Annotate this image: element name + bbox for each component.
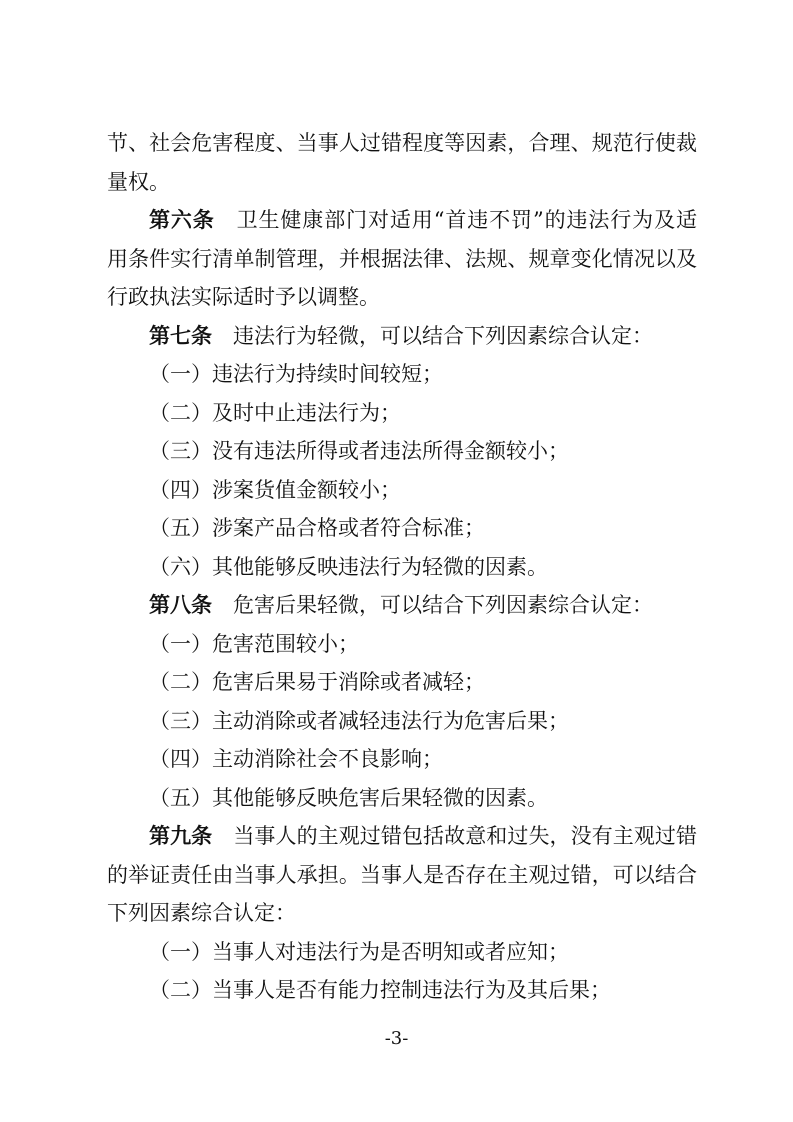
paragraph-line: 量权。 (107, 169, 170, 194)
article-6-text: 卫生健康部门对适用“首违不罚”的违法行为及适 (235, 208, 697, 232)
page-number: -3- (384, 1028, 409, 1049)
list-item: （五）涉案产品合格或者符合标准； (149, 516, 485, 540)
article-8-line (107, 586, 697, 625)
list-item: （三）主动消除或者减轻违法行为危害后果； (149, 708, 569, 733)
list-item: （一）违法行为持续时间较短； (149, 362, 443, 386)
article-7-line (107, 317, 697, 356)
article-8-text: 危害后果轻微，可以结合下列因素综合认定： (233, 593, 653, 617)
list-item: （四）主动消除社会不良影响； (149, 747, 443, 771)
list-item: （二）当事人是否有能力控制违法行为及其后果； (149, 978, 611, 1002)
list-item: （一）危害范围较小； (149, 631, 359, 656)
list-item: （三）没有违法所得或者违法所得金额较小； (149, 439, 569, 463)
list-item: （五）其他能够反映危害后果轻微的因素。 (149, 785, 548, 810)
article-6-line (107, 201, 697, 240)
list-item: （六）其他能够反映违法行为轻微的因素。 (149, 554, 548, 579)
paragraph-line: 下列因素综合认定： (107, 901, 296, 925)
paragraph-line: 用条件实行清单制管理，并根据法律、法规、规章变化情况以及 (107, 246, 697, 271)
article-7-label: 第七条 (149, 323, 212, 348)
article-9-text: 当事人的主观过错包括故意和过失，没有主观过错 (233, 824, 697, 848)
list-item: （二）及时中止违法行为； (149, 400, 401, 425)
paragraph-line: 行政执法实际适时予以调整。 (107, 285, 380, 309)
article-9-label: 第九条 (149, 824, 213, 848)
list-item: （四）涉案货值金额较小； (149, 477, 401, 502)
paragraph-line: 节、社会危害程度、当事人过错程度等因素，合理、规范行使裁 (107, 131, 697, 155)
body-text (107, 124, 697, 1010)
article-9-line (107, 817, 697, 856)
article-7-text: 违法行为轻微，可以结合下列因素综合认定： (233, 323, 653, 348)
article-8-label: 第八条 (149, 593, 212, 617)
list-item: （二）危害后果易于消除或者减轻； (149, 670, 485, 694)
list-item: （一）当事人对违法行为是否明知或者应知； (149, 939, 569, 964)
article-6-label: 第六条 (149, 208, 215, 232)
paragraph-line: 的举证责任由当事人承担。当事人是否存在主观过错，可以结合 (107, 862, 697, 887)
